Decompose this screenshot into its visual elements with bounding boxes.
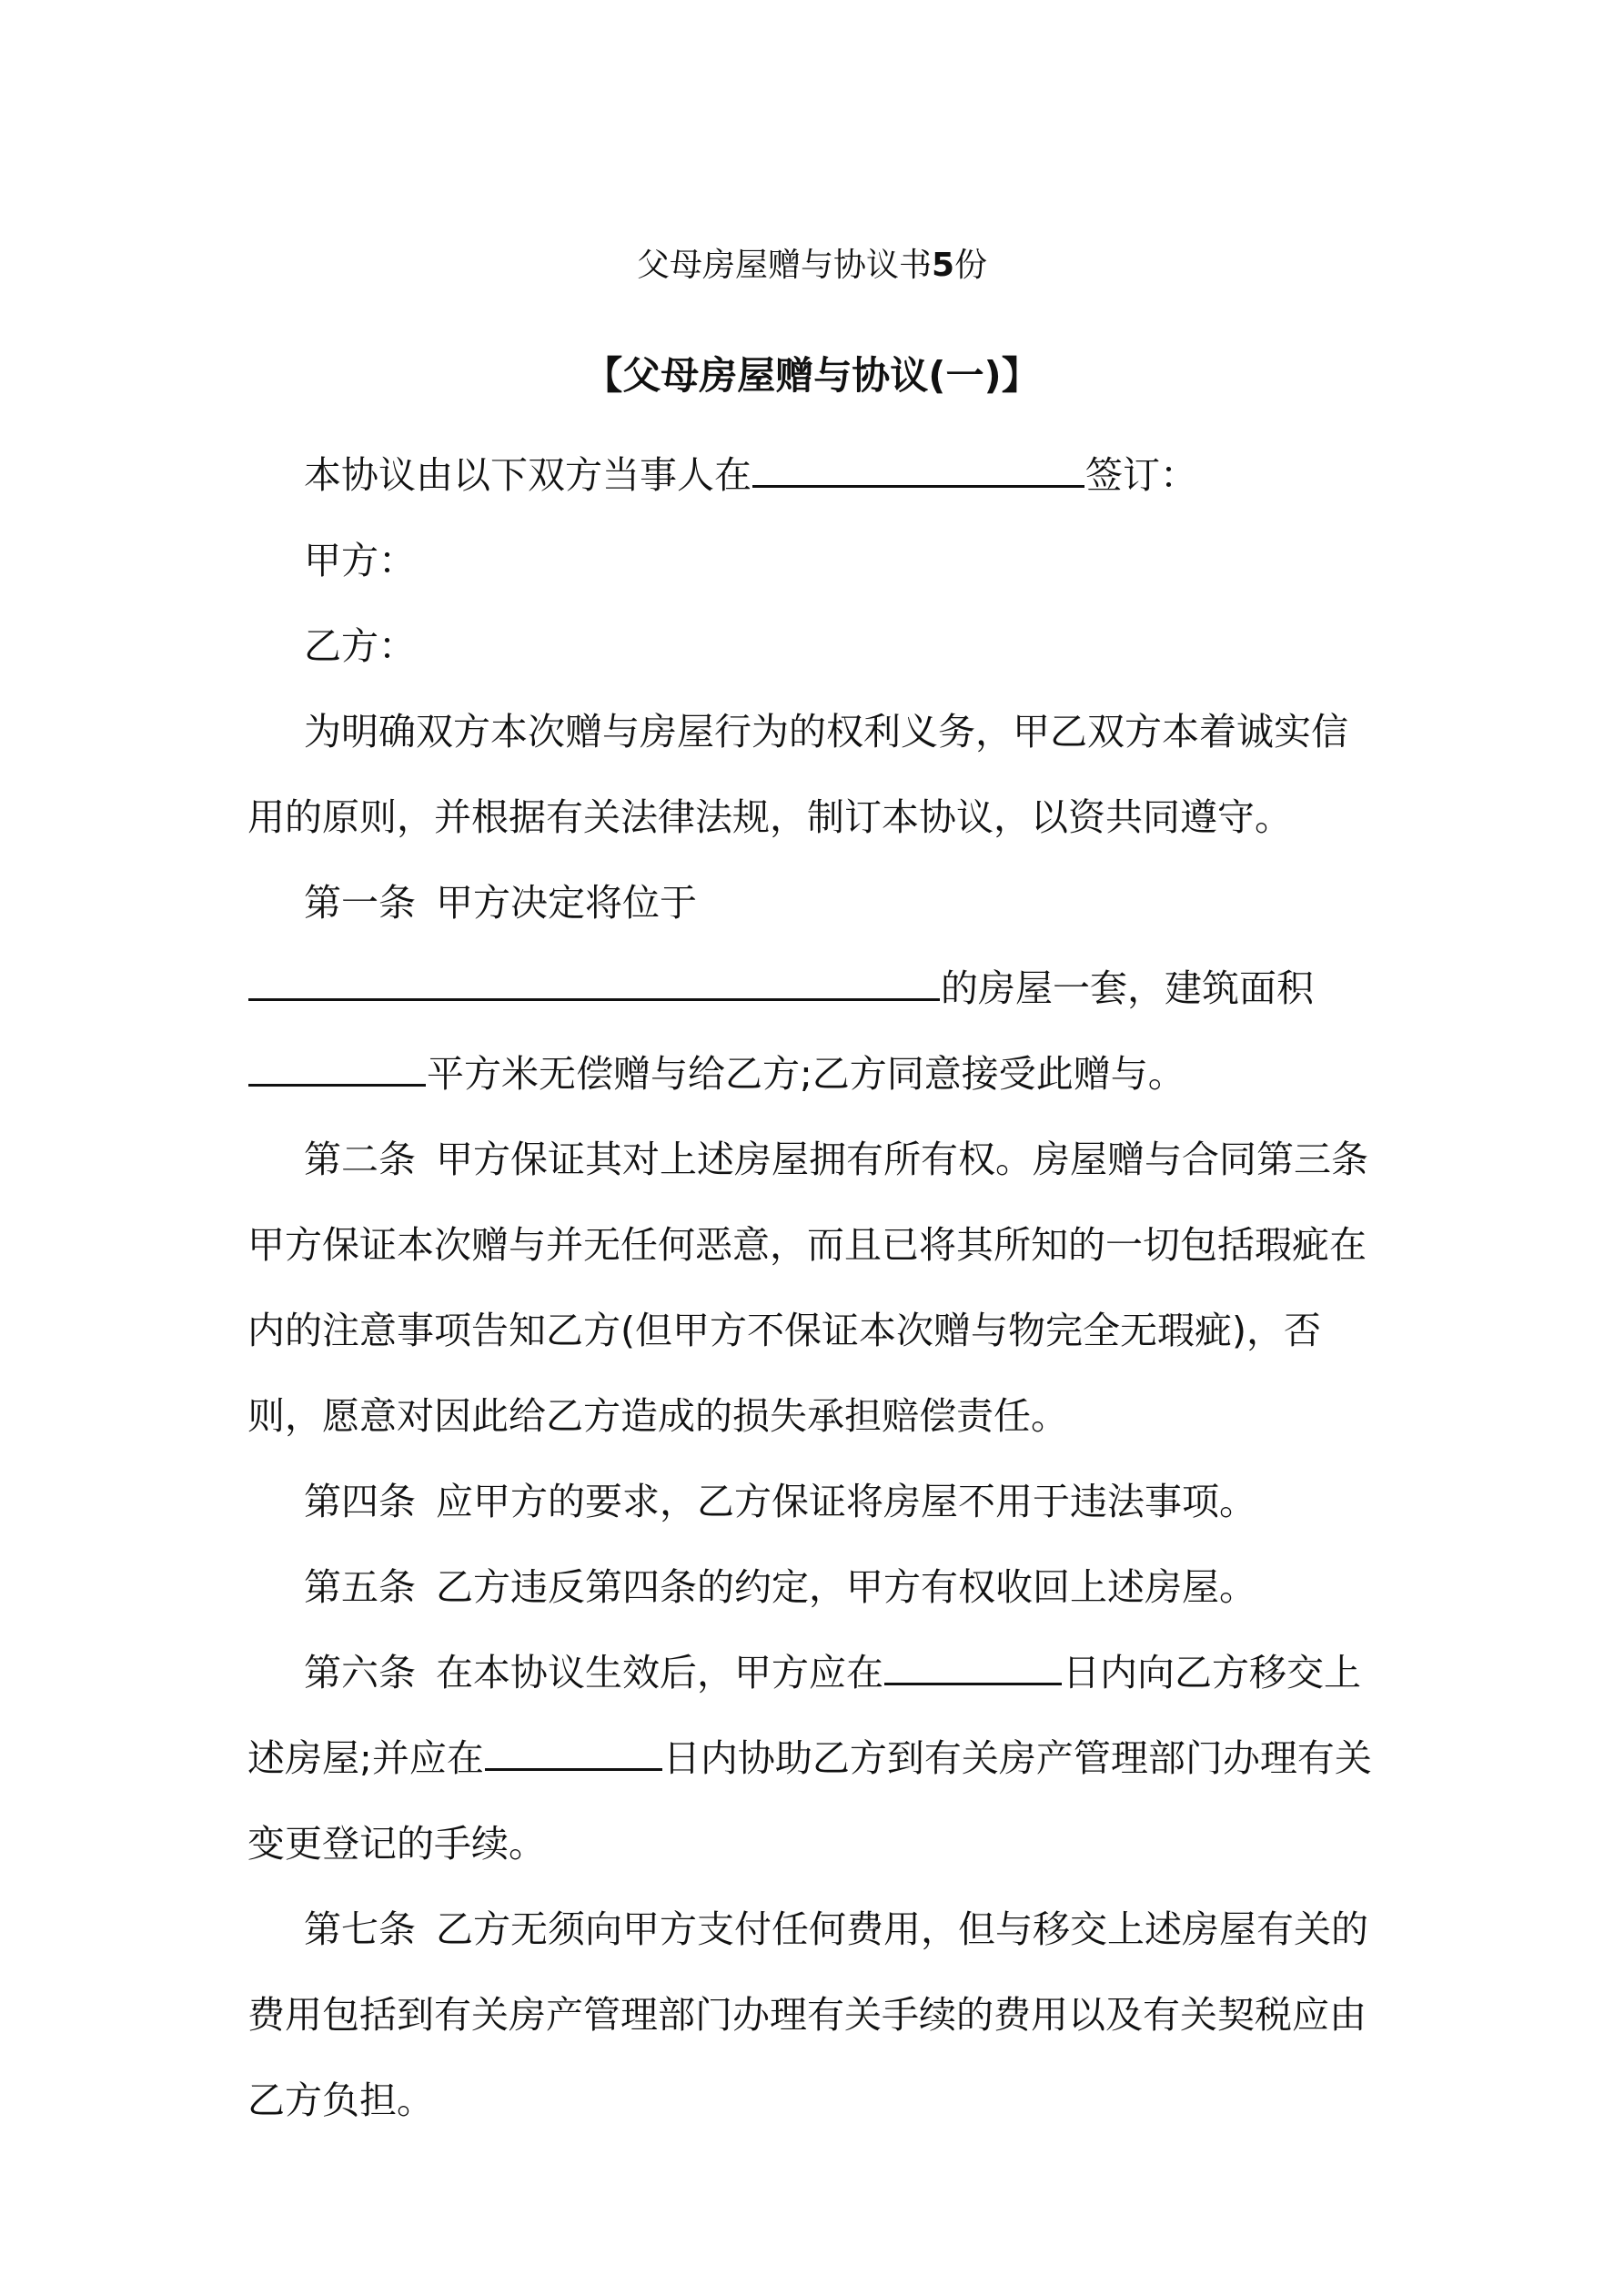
article-1-line3: 平方米无偿赠与给乙方;乙方同意接受此赠与。 bbox=[427, 1052, 1185, 1096]
article-6-text-2: 日内向乙方移交上述房屋;并应在 bbox=[247, 1651, 1361, 1780]
document-title-prefix: 父母房屋赠与协议书 bbox=[636, 247, 932, 284]
article-6-text-3: 日内协助乙方到有关房产管理部门办理有关变更登记的手续。 bbox=[247, 1736, 1372, 1866]
signing-text-end: 签订： bbox=[1085, 453, 1197, 497]
article-5 bbox=[247, 1544, 1385, 1630]
article-1 bbox=[247, 860, 1385, 946]
paragraph-party-a: 甲方： bbox=[304, 539, 416, 582]
handover-days-blank bbox=[884, 1644, 1062, 1685]
paragraph-party-b: 乙方： bbox=[304, 624, 416, 668]
registration-days-blank bbox=[485, 1729, 662, 1771]
article-5-text: 乙方违反第四条的约定，甲方有权收回上述房屋。 bbox=[436, 1565, 1256, 1609]
floor-area-blank bbox=[248, 1045, 426, 1087]
document-title bbox=[0, 244, 1624, 288]
paragraph-signing-place bbox=[247, 432, 1385, 518]
house-location-blank bbox=[248, 959, 940, 1001]
section-title: 【父母房屋赠与协议(一)】 bbox=[584, 353, 1040, 398]
agreement-body bbox=[247, 432, 1385, 2143]
article-4-text: 应甲方的要求，乙方保证将房屋不用于违法事项。 bbox=[436, 1480, 1256, 1523]
document-title-suffix: 份 bbox=[954, 247, 988, 284]
article-2-text: 甲方保证其对上述房屋拥有所有权。房屋赠与合同第三条 甲方保证本次赠与并无任何恶意，而且已将其所知的一切包括瑕疵在内的注意事项告知乙方(但甲方不保证本次赠与物完全无瑕疵)，否则，愿意对因此给乙方造成的损失承担赔偿责任。 bbox=[247, 1138, 1368, 1438]
article-6-label: 第六条 bbox=[304, 1651, 416, 1694]
signing-text: 本协议由以下双方当事人在 bbox=[304, 453, 751, 497]
article-7-label: 第七条 bbox=[304, 1907, 416, 1951]
article-6 bbox=[247, 1630, 1385, 1886]
article-5-label: 第五条 bbox=[304, 1565, 416, 1609]
article-2 bbox=[247, 1117, 1385, 1459]
document-title-number: 5 bbox=[931, 247, 955, 284]
paragraph-purpose: 为明确双方本次赠与房屋行为的权利义务，甲乙双方本着诚实信用的原则，并根据有关法律法规，制订本协议，以资共同遵守。 bbox=[247, 710, 1348, 839]
article-6-text-1: 在本协议生效后，甲方应在 bbox=[436, 1651, 883, 1694]
article-7-text: 乙方无须向甲方支付任何费用，但与移交上述房屋有关的费用包括到有关房产管理部门办理有关手续的费用以及有关契税应由乙方负担。 bbox=[247, 1907, 1368, 2122]
article-1-line1: 甲方决定将位于 bbox=[436, 881, 697, 925]
article-4-label: 第四条 bbox=[304, 1480, 416, 1523]
signing-place-blank bbox=[752, 446, 1084, 488]
article-1-cont bbox=[247, 946, 1385, 1031]
article-4 bbox=[247, 1459, 1385, 1544]
article-7 bbox=[247, 1886, 1385, 2143]
article-1-cont-2 bbox=[247, 1031, 1385, 1117]
article-2-label: 第二条 bbox=[304, 1138, 416, 1181]
article-1-line2: 的房屋一套，建筑面积 bbox=[941, 966, 1314, 1010]
article-1-label: 第一条 bbox=[304, 881, 416, 925]
